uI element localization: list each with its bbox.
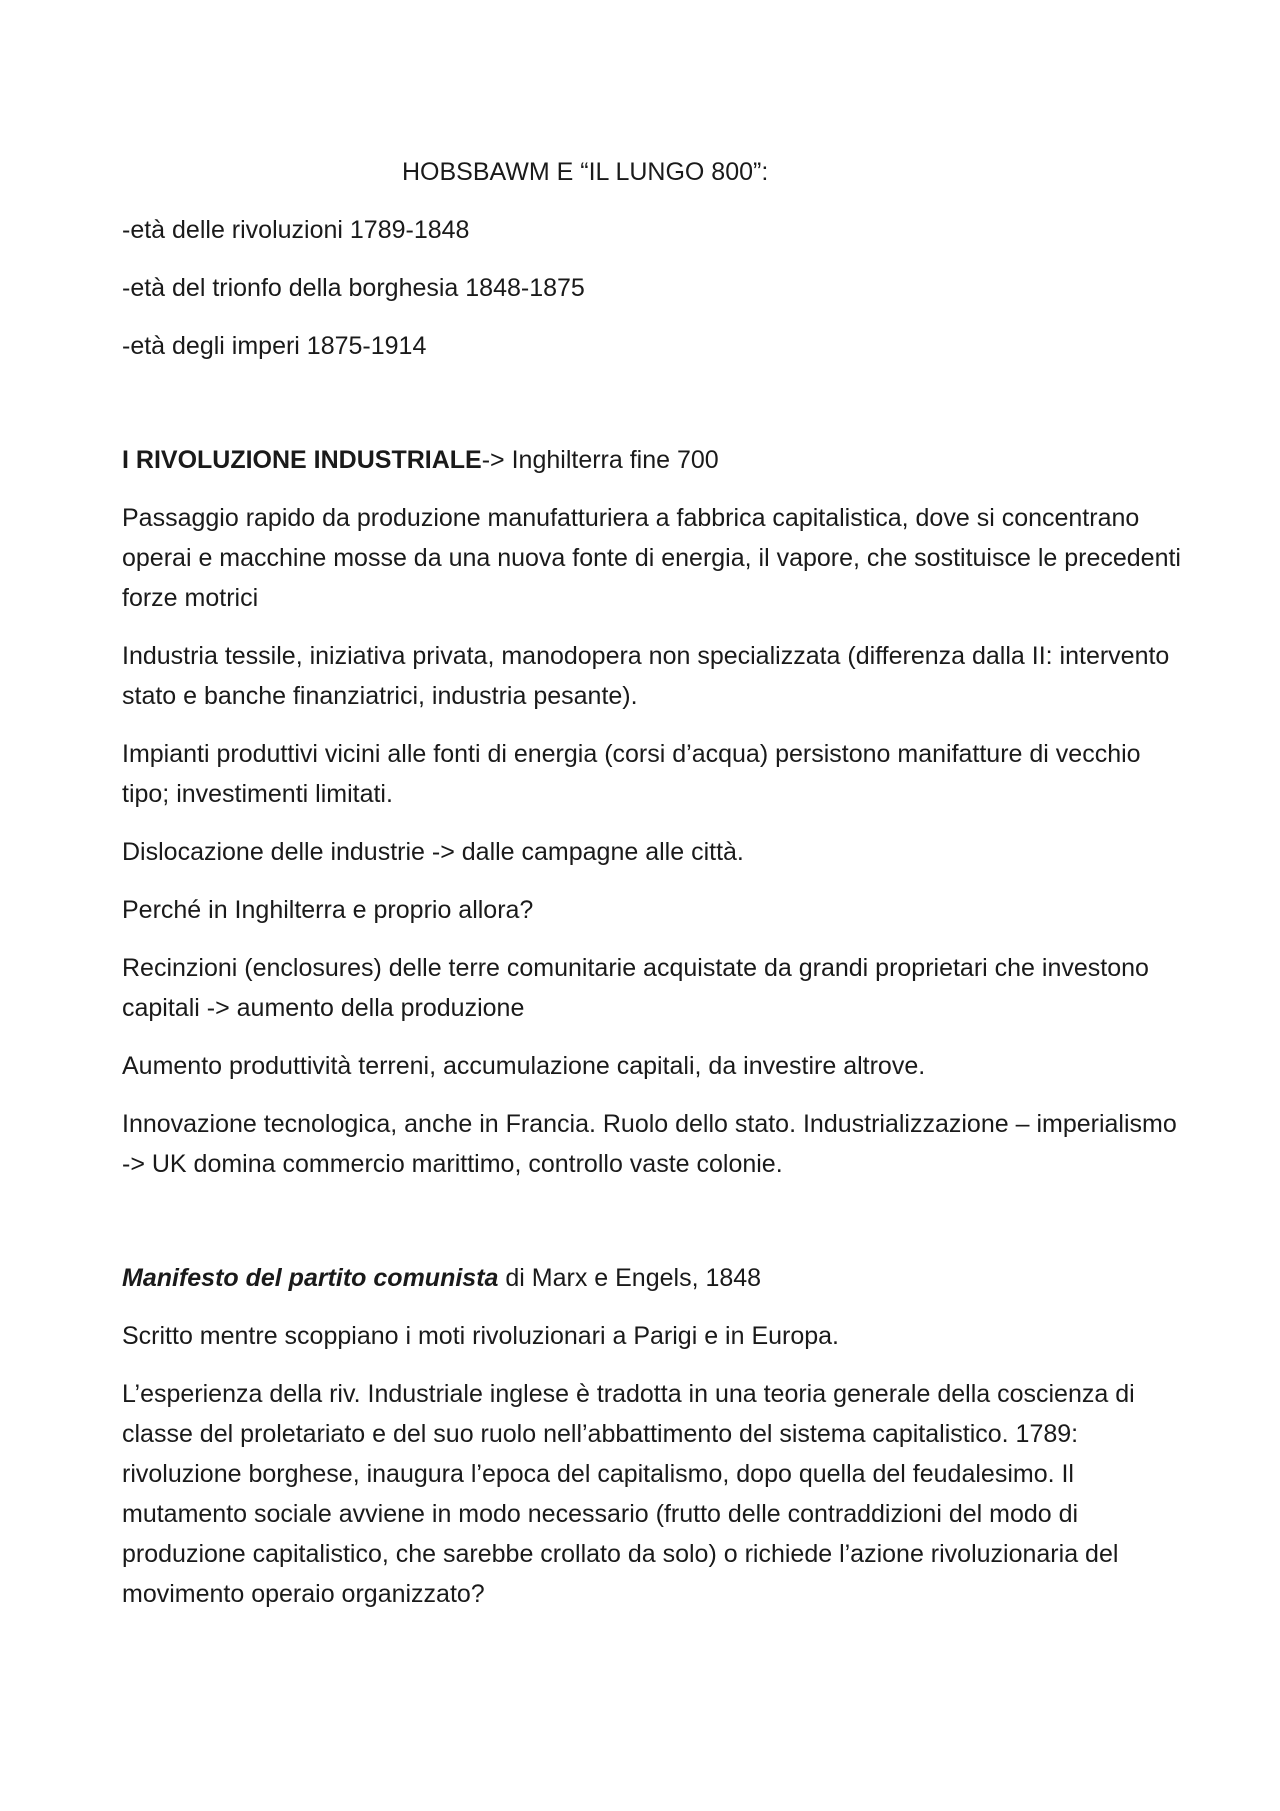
document-body [122, 152, 1182, 1632]
period-item: -età delle rivoluzioni 1789-1848 [122, 216, 470, 244]
section-heading-bold-italic: Manifesto del partito comunista [122, 1264, 499, 1292]
paragraph: Impianti produttivi vicini alle fonti di energia (corsi d’acqua) persistono manifatture di vecchio tipo; investimenti limitati. [122, 740, 1141, 808]
paragraph: Passaggio rapido da produzione manufatturiera a fabbrica capitalistica, dove si concentrano operai e macchine mosse da una nuova fonte di energia, il vapore, che sostituisce le precedenti forze motrici [122, 504, 1181, 612]
paragraph: Recinzioni (enclosures) delle terre comunitarie acquistate da grandi proprietari che investono capitali -> aumento della produzione [122, 954, 1149, 1022]
section-spacer [122, 384, 1182, 440]
paragraph: Aumento produttività terreni, accumulazione capitali, da investire altrove. [122, 1052, 926, 1080]
paragraph: L’esperienza della riv. Industriale inglese è tradotta in una teoria generale della coscienza di classe del proletariato e del suo ruolo nell’abbattimento del sistema capitalistico. 1789: rivoluzione borghese, inaugura l’epoca del capitalismo, dopo quella del feudalesimo. Il mutamento sociale avviene in modo necessario (frutto delle contraddizioni del modo di produzione capitalistico, che sarebbe crollato da solo) o richiede l’azione rivoluzionaria del movimento operaio organizzato? [122, 1380, 1135, 1608]
section-heading-rest: -> Inghilterra fine 700 [481, 446, 719, 474]
section-heading-industrial-revolution [122, 440, 1182, 480]
section-heading-manifesto [122, 1258, 1182, 1298]
paragraph: Scritto mentre scoppiano i moti rivoluzionari a Parigi e in Europa. [122, 1322, 840, 1350]
period-item: -età degli imperi 1875-1914 [122, 332, 427, 360]
paragraph: Dislocazione delle industrie -> dalle campagne alle città. [122, 838, 744, 866]
paragraph: Perché in Inghilterra e proprio allora? [122, 896, 534, 924]
paragraph: Industria tessile, iniziativa privata, manodopera non specializzata (differenza dalla II: intervento stato e banche finanziatrici, industria pesante). [122, 642, 1170, 710]
paragraph: Innovazione tecnologica, anche in Francia. Ruolo dello stato. Industrializzazione – imperialismo -> UK domina commercio marittimo, controllo vaste colonie. [122, 1110, 1177, 1178]
section-heading-rest: di Marx e Engels, 1848 [498, 1264, 762, 1292]
document-title: HOBSBAWM E “IL LUNGO 800”: [402, 158, 769, 186]
period-item: -età del trionfo della borghesia 1848-1875 [122, 274, 585, 302]
section-heading-bold: I RIVOLUZIONE INDUSTRIALE [122, 446, 482, 474]
section-spacer [122, 1202, 1182, 1258]
